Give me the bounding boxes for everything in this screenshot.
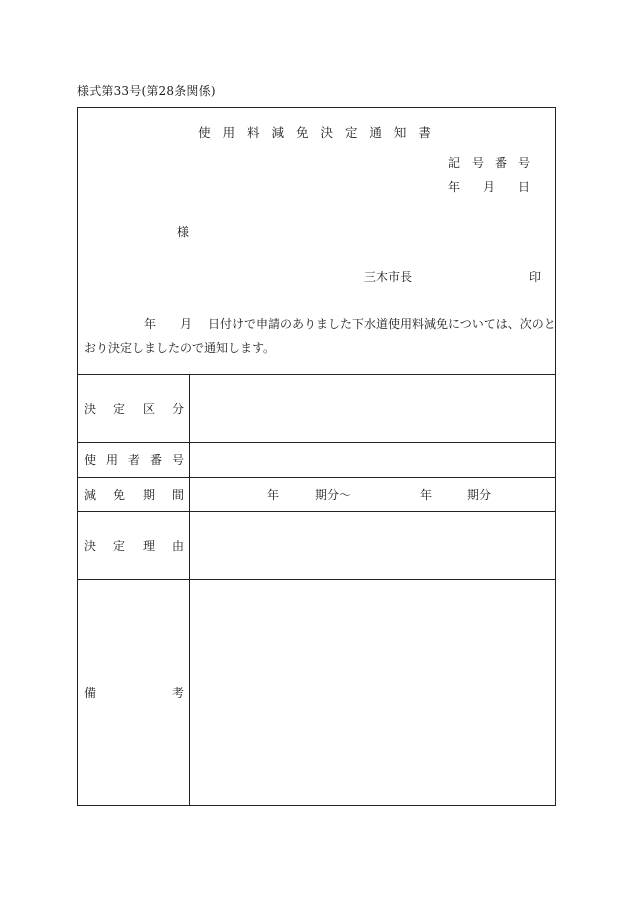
label-char: 分 (172, 401, 185, 416)
period-end-year: 年 (420, 487, 433, 502)
label-char: 免 (113, 487, 126, 502)
row-label (78, 580, 190, 805)
ref-char: 号 (518, 156, 533, 170)
label-char: 減 (84, 487, 97, 502)
label-char: 由 (172, 538, 185, 553)
label-char: 期 (143, 487, 156, 502)
row-decision-reason (78, 511, 555, 579)
label-char: 者 (128, 453, 141, 467)
form-number-label: 様式第33号(第28条関係) (77, 84, 216, 98)
label-char: 使 (84, 453, 97, 467)
label-char: 備 (84, 685, 97, 700)
row-exemption-period (78, 477, 555, 511)
label-char: 定 (113, 401, 126, 416)
label-char: 決 (84, 401, 97, 416)
ref-char: 号 (472, 156, 487, 170)
label-char: 考 (172, 685, 185, 700)
label-char: 間 (172, 487, 185, 502)
label-char: 理 (143, 538, 156, 553)
seal-mark: 印 (529, 270, 542, 284)
row-label (78, 375, 190, 442)
day-char: 日 (518, 180, 531, 194)
year-char: 年 (448, 180, 461, 194)
notice-form-frame (77, 107, 556, 806)
label-char: 区 (143, 401, 156, 416)
remarks-value (190, 580, 555, 805)
period-start-year: 年 (267, 487, 280, 502)
issuer-name: 三木市長 (364, 270, 413, 284)
row-remarks (78, 579, 555, 805)
label-char: 定 (113, 538, 126, 553)
row-label (78, 478, 190, 511)
decision-category-value (190, 375, 555, 442)
month-char: 月 (483, 180, 496, 194)
period-end-term: 期分 (467, 487, 492, 502)
row-user-number (78, 442, 555, 477)
ref-char: 記 (448, 156, 463, 170)
user-number-value (190, 443, 555, 477)
label-char: 用 (106, 453, 119, 467)
ref-char: 番 (495, 156, 510, 170)
row-decision-category (78, 374, 555, 442)
document-title: 使 用 料 減 免 決 定 通 知 書 (198, 125, 435, 140)
period-start-term: 期分～ (315, 487, 352, 502)
body-text: 日付けで申請のありました下水道使用料減免については、次のと (208, 317, 556, 331)
exemption-period-value (190, 478, 555, 511)
notice-body-line-2: おり決定しましたので通知します。 (84, 341, 276, 355)
label-char: 号 (172, 453, 185, 467)
row-label (78, 443, 190, 477)
body-year-char: 年 (144, 317, 157, 331)
label-char: 番 (150, 453, 163, 467)
addressee-suffix: 様 (177, 225, 190, 239)
decision-reason-value (190, 512, 555, 579)
row-label (78, 512, 190, 579)
body-month-char: 月 (180, 317, 193, 331)
notice-header-section (78, 108, 555, 374)
label-char: 決 (84, 538, 97, 553)
